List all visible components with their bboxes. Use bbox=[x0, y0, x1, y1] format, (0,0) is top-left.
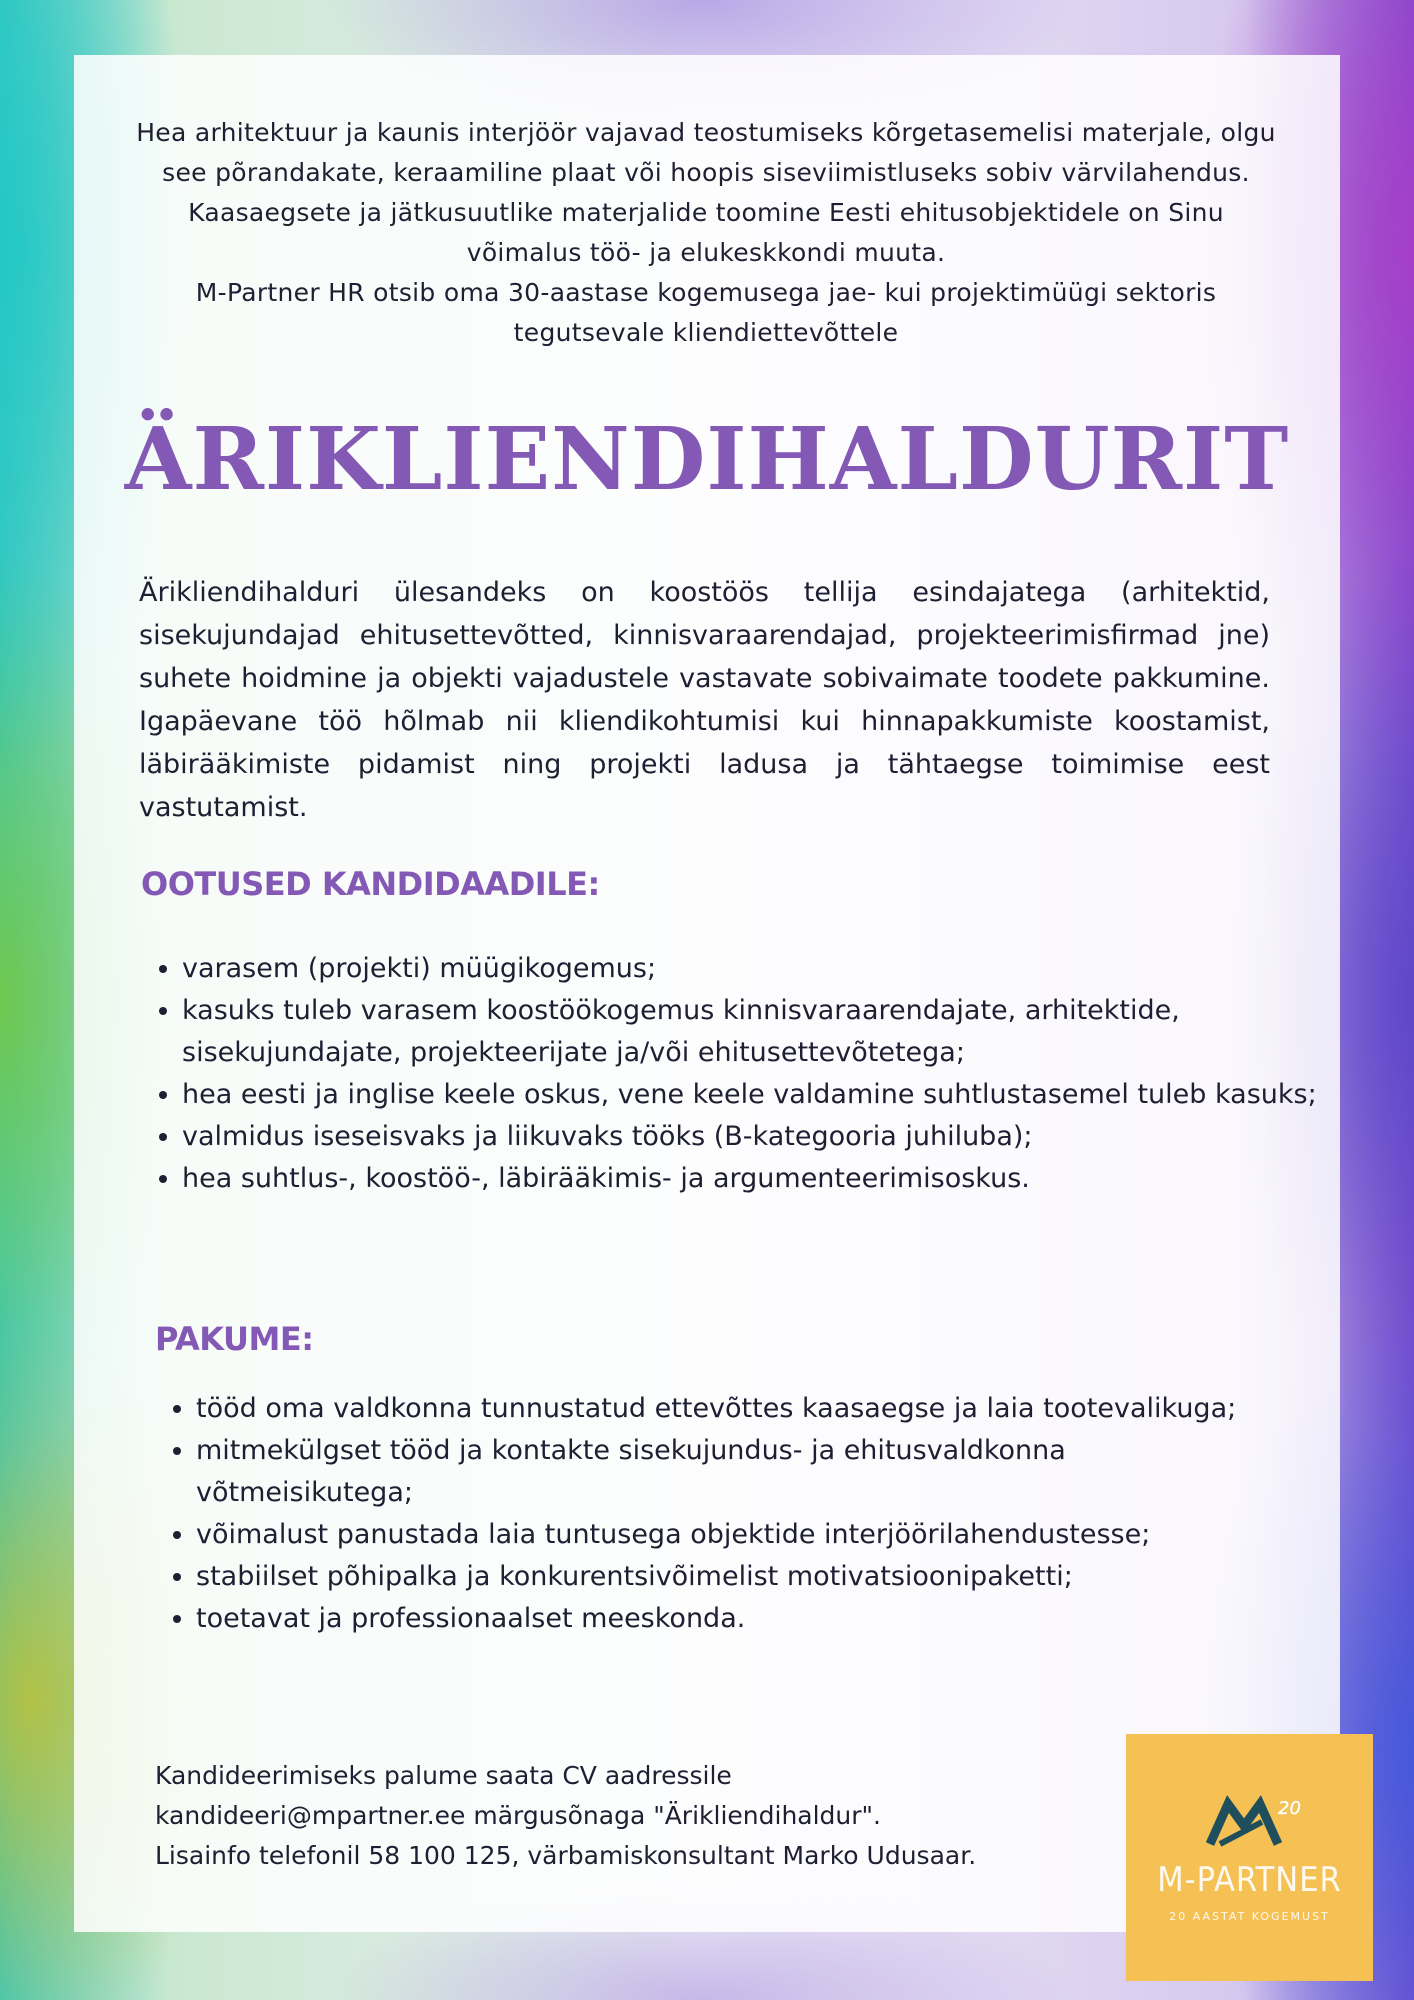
contact-info bbox=[155, 1756, 1115, 1876]
job-description: Ärikliendihalduri ülesandeks on koostöös tellija esindajatega (arhitektid, sisekujundajad ehitusettevõtted, kinnisvaraarendajad, projekteerimisfirmad jne) suhete hoidmine ja objekti vajadustele vastavate sobivaimate toodete pakkumine. Igapäevane töö hõlmab nii kliendikohtumisi kui hinnapakkumiste koostamist, läbirääkimiste pidamist ning projekti ladusa ja tähtaegse toimimise eest vastutamist. bbox=[139, 577, 1270, 823]
list-item: • hea suhtlus-, koostöö-, läbirääkimis- ja argumenteerimisoskus. bbox=[182, 1158, 1342, 1200]
offer-heading: PAKUME: bbox=[155, 1320, 314, 1358]
list-item: • mitmekülgset tööd ja kontakte sisekujundus- ja ehitusvaldkonna võtmeisikutega; bbox=[196, 1430, 1276, 1514]
list-item: • stabiilset põhipalka ja konkurentsivõimelist motivatsioonipaketti; bbox=[196, 1556, 1276, 1598]
intro-line: M-Partner HR otsib oma 30-aastase kogemusega jae- kui projektimüügi sektoris bbox=[195, 278, 1217, 307]
list-item: • toetavat ja professionaalset meeskonda. bbox=[196, 1598, 1276, 1640]
logo-badge: 20 bbox=[1278, 1798, 1301, 1819]
list-item: • valmidus iseseisvaks ja liikuvaks tööks (B-kategooria juhiluba); bbox=[182, 1116, 1342, 1158]
contact-email-line[interactable]: kandideeri@mpartner.ee märgusõnaga "Ärikliendihaldur". bbox=[155, 1801, 881, 1830]
logo-tagline: 20 AASTAT KOGEMUST bbox=[1169, 1910, 1330, 1923]
list-item: • hea eesti ja inglise keele oskus, vene keele valdamine suhtlustasemel tuleb kasuks; bbox=[182, 1074, 1342, 1116]
m-partner-logo-mark-icon bbox=[1206, 1794, 1301, 1854]
expectations-heading: OOTUSED KANDIDAADILE: bbox=[141, 865, 600, 903]
list-item: • kasuks tuleb varasem koostöökogemus kinnisvaraarendajate, arhitektide, sisekujundajate, projekteerijate ja/või ehitusettevõtetega; bbox=[182, 990, 1342, 1074]
list-item: • tööd oma valdkonna tunnustatud ettevõttes kaasaegse ja laia tootevalikuga; bbox=[196, 1388, 1276, 1430]
contact-line: Kandideerimiseks palume saata CV aadressile bbox=[155, 1761, 732, 1790]
logo-name: M-PARTNER bbox=[1157, 1860, 1342, 1900]
list-item: • võimalust panustada laia tuntusega objektide interjöörilahendustesse; bbox=[196, 1514, 1276, 1556]
intro-line: see põrandakate, keraamiline plaat või hoopis siseviimistluseks sobiv värvilahendus. bbox=[162, 158, 1250, 187]
intro-line: tegutsevale kliendiettevõttele bbox=[513, 318, 899, 347]
list-item: • varasem (projekti) müügikogemus; bbox=[182, 948, 1342, 990]
intro-line: Kaasaegsete ja jätkusuutlike materjalide toomine Eesti ehitusobjektidele on Sinu bbox=[188, 198, 1224, 227]
expectations-list bbox=[142, 948, 1342, 1200]
intro-text bbox=[86, 113, 1326, 353]
offer-list bbox=[156, 1388, 1276, 1640]
intro-line: võimalus töö- ja elukeskkondi muuta. bbox=[466, 238, 946, 267]
intro-line: Hea arhitektuur ja kaunis interjöör vajavad teostumiseks kõrgetasemelisi materjale, olgu bbox=[136, 118, 1276, 147]
job-title: ÄRIKLIENDIHALDURIT bbox=[124, 409, 1290, 510]
company-logo bbox=[1126, 1734, 1373, 1981]
contact-phone-line: Lisainfo telefonil 58 100 125, värbamiskonsultant Marko Udusaar. bbox=[155, 1841, 977, 1870]
